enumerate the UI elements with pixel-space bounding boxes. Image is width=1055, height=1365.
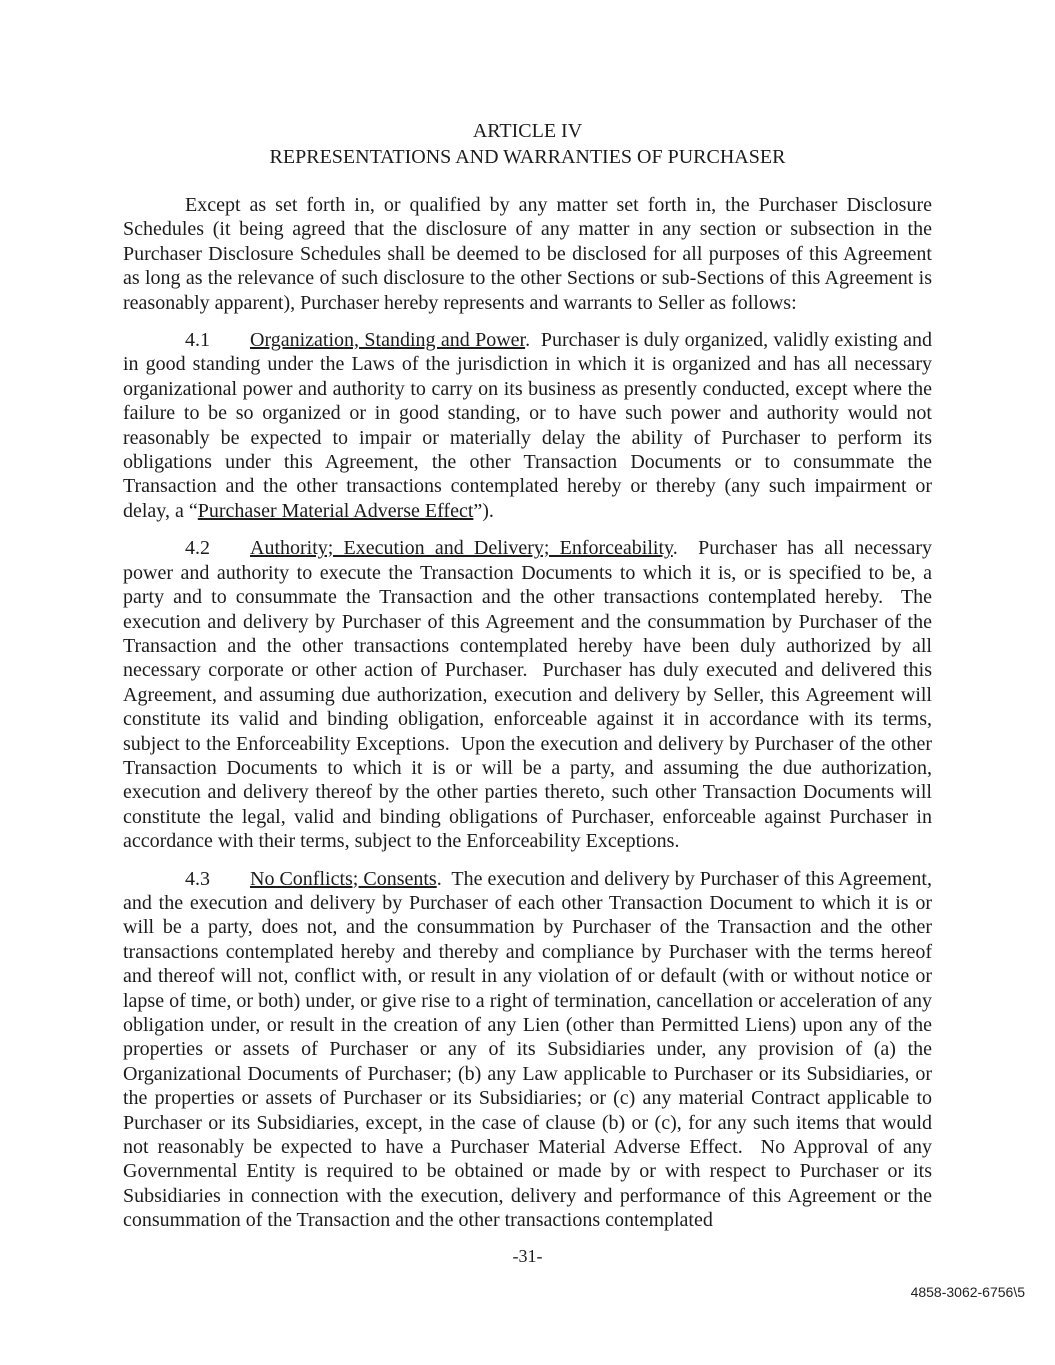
page-content bbox=[123, 118, 932, 1233]
article-heading-line: REPRESENTATIONS AND WARRANTIES OF PURCHASER bbox=[269, 146, 786, 168]
section-body-4-1: . Purchaser is duly organized, validly existing and in good standing under the Laws of the jurisdiction in which it is organized and has all necessary organizational power and authority to carry on its business as presently conducted, except where the failure to be so organized or in good standing, or to have such power and authority would not reasonably be expected to impair or materially delay the ability of Purchaser to perform its obligations under this Agreement, the other Transaction Documents or to consummate the Transaction and the other transactions contemplated hereby or thereby (any such impairment or delay, a “ bbox=[123, 329, 932, 522]
section-number-4-1: 4.1 bbox=[185, 329, 210, 352]
section-paragraph-4-1 bbox=[123, 328, 932, 523]
document-control-number: 4858-3062-6756\5 bbox=[910, 1284, 1025, 1300]
defined-term-4-1: Purchaser Material Adverse Effect bbox=[197, 499, 474, 522]
article-title-block bbox=[123, 118, 932, 170]
intro-paragraph bbox=[123, 193, 932, 315]
section-body-4-2: . Purchaser has all necessary power and authority to execute the Transaction Documents to which it is, or is specified to be, a party and to consummate the Transaction and the other transactions contemplated hereby. The execution and delivery by Purchaser of this Agreement and the consummation by Purchaser of the Transaction and the other transactions contemplated hereby have been duly authorized by all necessary corporate or other action of Purchaser. Purchaser has duly executed and delivered this Agreement, and assuming due authorization, execution and delivery by Seller, this Agreement will constitute its valid and binding obligation, enforceable against it in accordance with its terms, subject to the Enforceability Exceptions. Upon the execution and delivery by Purchaser of the other Transaction Documents to which it is or will be a party, and assuming the due authorization, execution and delivery thereof by the other parties thereto, such other Transaction Documents will constitute the legal, valid and binding obligations of Purchaser, enforceable against Purchaser in accordance with their terms, subject to the Enforceability Exceptions. bbox=[123, 537, 932, 853]
section-heading-4-3: No Conflicts; Consents bbox=[250, 867, 437, 890]
section-number-4-2: 4.2 bbox=[185, 537, 210, 560]
section-paragraph-4-2 bbox=[123, 536, 932, 853]
page-number: -31- bbox=[512, 1246, 543, 1266]
section-heading-4-2: Authority; Execution and Delivery; Enforceability bbox=[250, 537, 673, 560]
section-body-post-4-1: ”). bbox=[473, 499, 494, 522]
section-paragraph-4-3 bbox=[123, 867, 932, 1233]
article-number-line: ARTICLE IV bbox=[472, 120, 583, 142]
section-heading-4-1: Organization, Standing and Power bbox=[250, 329, 526, 352]
intro-text: Except as set forth in, or qualified by any matter set forth in, the Purchaser Disclosure Schedules (it being agreed that the disclosure of any matter in any section or subsection in the Purchaser Disclosure Schedules shall be deemed to be disclosed for all purposes of this Agreement as long as the relevance of such disclosure to the other Sections or sub-Sections of this Agreement is reasonably apparent), Purchaser hereby represents and warrants to Seller as follows: bbox=[123, 194, 932, 314]
section-number-4-3: 4.3 bbox=[185, 867, 210, 890]
section-body-4-3: . The execution and delivery by Purchaser of this Agreement, and the execution and delivery by Purchaser of each other Transaction Document to which it is or will be a party, does not, and the consummation by Purchaser of the Transaction and the other transactions contemplated hereby and thereby and compliance by Purchaser with the terms hereof and thereof will not, conflict with, or result in any violation of or default (with or without notice or lapse of time, or both) under, or give rise to a right of termination, cancellation or acceleration of any obligation under, or result in the creation of any Lien (other than Permitted Liens) upon any of the properties or assets of Purchaser or any of its Subsidiaries under, any provision of (a) the Organizational Documents of Purchaser; (b) any Law applicable to Purchaser or its Subsidiaries, or the properties or assets of Purchaser or its Subsidiaries; or (c) any material Contract applicable to Purchaser or its Subsidiaries, except, in the case of clause (b) or (c), for any such items that would not reasonably be expected to have a Purchaser Material Adverse Effect. No Approval of any Governmental Entity is required to be obtained or made by or with respect to Purchaser or its Subsidiaries in connection with the execution, delivery and performance of this Agreement or the consummation of the Transaction and the other transactions contemplated bbox=[123, 867, 932, 1232]
